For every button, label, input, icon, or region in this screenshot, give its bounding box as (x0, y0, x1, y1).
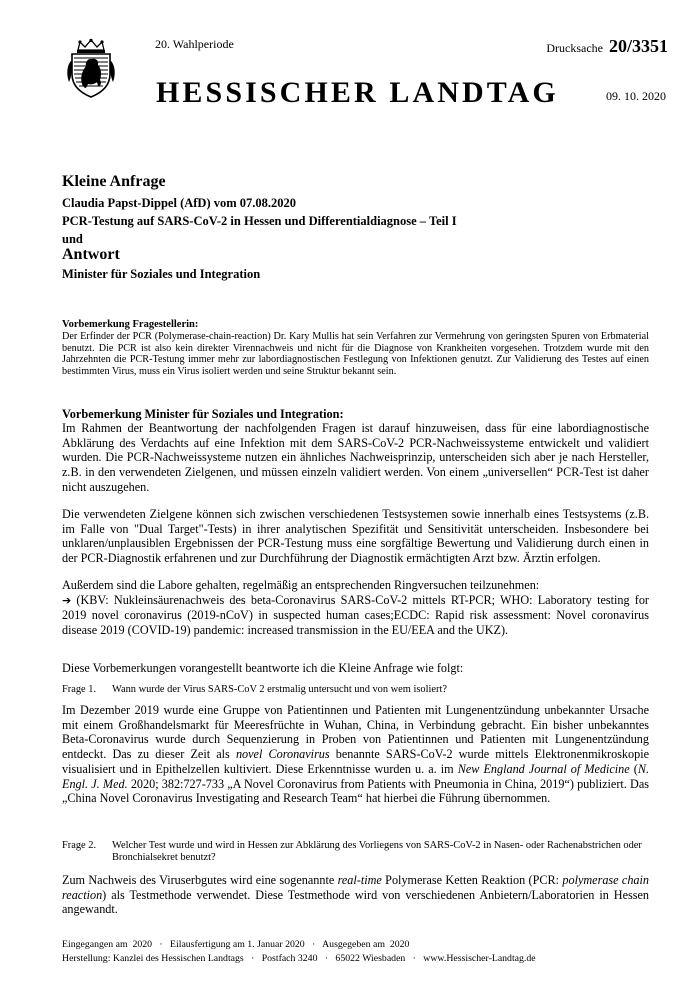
question-1 (62, 684, 649, 696)
answer-2: Zum Nachweis des Viruserbgutes wird eine sogenannte real-time Polymerase Ketten Reaktion (PCR: polymerase chain reaction) als Testmethode verwendet. Diese Testmethode wird von verschiedenen Anbietern/Laboratorien in Hessen angewandt. (62, 873, 649, 917)
hessen-coat-of-arms-emblem (64, 38, 118, 98)
drucksache-label: Drucksache (546, 41, 603, 55)
footer-imprint: Herstellung: Kanzlei des Hessischen Landtags · Postfach 3240 · 65022 Wiesbaden · www.Hessischer-Landtag.de (62, 953, 536, 964)
drucksache (546, 36, 668, 57)
doc-type: Kleine Anfrage (62, 173, 166, 190)
question-1-number: Frage 1. (62, 684, 97, 695)
document-date: 09. 10. 2020 (606, 89, 666, 103)
pre-questioner-heading: Vorbemerkung Fragestellerin: (62, 319, 199, 330)
parliament-name: HESSISCHER LANDTAG (156, 76, 559, 109)
question-2-text: Welcher Test wurde und wird in Hessen zur Abklärung des Vorliegens von SARS-CoV-2 in Nasen- oder Rachenabstrichen oder Bronchialsekret benutzt? (112, 840, 642, 863)
question-2-number: Frage 2. (62, 840, 97, 851)
drucksache-number: 20/3351 (608, 36, 668, 56)
doc-answer-title: Antwort (62, 246, 120, 263)
question-2 (62, 840, 649, 864)
answer-1: Im Dezember 2019 wurde eine Gruppe von Patientinnen und Patienten mit Lungenentzündung unbekannter Ursache mit einem Großhandelsmarkt für Meeresfrüchte in Wuhan, China, in Verbindung gebracht. Ein bisher unbekanntes Beta-Coronavirus wurde durch Sequenzierung in Proben von Patientinnen und Patienten mit Lungenentzündung entdeckt. Das zu dieser Zeit als novel Coronavirus benannte SARS-CoV-2 wurde mittels Elektronenmikroskopie visualisiert und in Epithelzellen kultiviert. Diese Erkenntnisse wurden u. a. im New England Journal of Medicine (N. Engl. J. Med. 2020; 382:727-733 „A Novel Coronavirus from Patients with Pneumonia in China, 2019“) publiziert. Das „China Novel Coronavirus Investigating and Research Team“ hat hierbei die Führung übernommen. (62, 703, 650, 806)
pre-minister-p3-rest: (KBV: Nukleinsäurenachweis des beta-Coronavirus SARS-CoV-2 mittels RT-PCR; WHO: Laboratory testing for 2019 novel coronavirus (2019-nCoV) in suspected human cases;ECDC: Rapid risk assessment: Novel coronavirus disease 2019 (COVID-19) pandemic: increased transmission in the EU/EEA and the UKZ). (62, 592, 649, 638)
doc-und: und (62, 232, 83, 246)
pre-questioner-text: Der Erfinder der PCR (Polymerase-chain-reaction) Dr. Kary Mullis hat sein Verfahren zur Vermehrung von geringsten Spuren von Erbmaterial benutzt. Die PCR ist also kein direkter Virennachweis und nicht für die Diagnose von Krankheiten vorgesehen. Trotzdem wurde mit den Jahrzehnten die PCR-Testung immer mehr zur labordiagnostischen Festlegung von Infektionen genutzt. Zur Validierung des Testes auf einen bestimmten Virus, muss ein Virus isoliert werden und seine Struktur bekannt sein. (62, 331, 649, 377)
doc-minister: Minister für Soziales und Integration (62, 267, 261, 281)
question-1-text: Wann wurde der Virus SARS-CoV 2 erstmalig untersucht und von wem isoliert? (112, 684, 447, 695)
pre-minister-heading: Vorbemerkung Minister für Soziales und Integration: (62, 407, 344, 421)
pre-minister-p1: Im Rahmen der Beantwortung der nachfolgenden Fragen ist darauf hinzuweisen, dass für eine labordiagnostische Abklärung des Verdachts auf eine Infektion mit dem SARS-CoV-2 PCR-Nachweissysteme entwickelt und validiert wurden. Die PCR-Nachweissysteme nutzen ein ähnliches Nachweisprinzip, unterscheiden sich aber je nach Hersteller, z.B. in den verwendeten Zielgenen, und müssen einzeln validiert werden. Von einem „universellen“ PCR-Test ist daher nicht auszugehen. (62, 421, 649, 494)
legislative-period: 20. Wahlperiode (155, 37, 234, 51)
pre-minister-p4: Diese Vorbemerkungen vorangestellt beantworte ich die Kleine Anfrage wie folgt: (62, 661, 464, 675)
doc-subject: PCR-Testung auf SARS-CoV-2 in Hessen und Differentialdiagnose – Teil I (62, 214, 457, 228)
pre-minister-p3-line: Außerdem sind die Labore gehalten, regelmäßig an entsprechenden Ringversuchen teilzunehmen: (62, 578, 540, 592)
footer-dates: Eingegangen am 2020 · Eilausfertigung am 1. Januar 2020 · Ausgegeben am 2020 (62, 939, 410, 950)
arrow-icon: ➔ (62, 593, 72, 607)
pre-minister-p3 (62, 578, 649, 638)
pre-minister-p2: Die verwendeten Zielgene können sich zwischen verschiedenen Testsystemen sowie innerhalb eines Testsystems (z.B. im Falle von "Dual Target"-Tests) in ihrer analytischen Spezifität und Sensitivität unterscheiden. Insbesondere bei unklaren/unplausiblen Ergebnissen der PCR-Testung muss eine sorgfältige Bewertung und Validierung durch einen in der PCR-Diagnostik erfahrenen und zur Durchführung der Diagnostik ermächtigten Arzt bzw. Ärztin erfolgen. (62, 507, 649, 566)
doc-author: Claudia Papst-Dippel (AfD) vom 07.08.2020 (62, 196, 297, 210)
